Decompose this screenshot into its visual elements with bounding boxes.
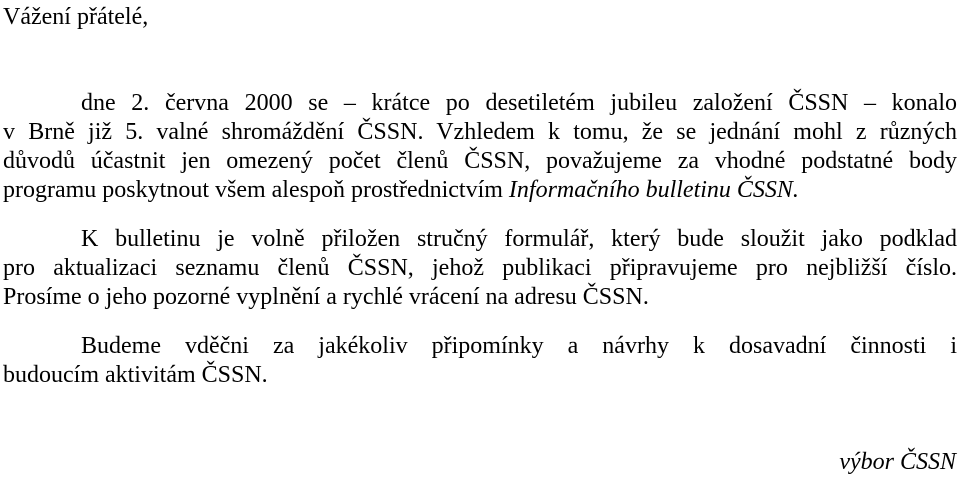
paragraph-1-line-3: důvodů účastnit jen omezený počet členů ČSSN, považujeme za vhodné podstatné body	[3, 148, 957, 174]
paragraph-1-line-1: dne 2. června 2000 se – krátce po desetiletém jubileu založení ČSSN – konalo	[81, 90, 957, 116]
paragraph-2-line-2: pro aktualizaci seznamu členů ČSSN, jehož publikaci připravujeme pro nejbližší číslo.	[3, 255, 957, 281]
paragraph-1-line-4	[3, 176, 957, 204]
paragraph-3-line-1: Budeme vděčni za jakékoliv připomínky a návrhy k dosavadní činnosti i	[81, 333, 957, 359]
paragraph-2-line-1: K bulletinu je volně přiložen stručný formulář, který bude sloužit jako podklad	[81, 226, 957, 252]
salutation: Vážení přátelé,	[3, 4, 149, 30]
paragraph-1-line-4-text: programu poskytnout všem alespoň prostřednictvím	[3, 177, 509, 203]
bulletin-title: Informačního bulletinu ČSSN.	[508, 177, 799, 203]
paragraph-2-line-3: Prosíme o jeho pozorné vyplnění a rychlé vrácení na adresu ČSSN.	[3, 284, 649, 310]
paragraph-1-line-2: v Brně již 5. valné shromáždění ČSSN. Vzhledem k tomu, že se jednání mohl z různých	[3, 119, 957, 145]
signature: výbor ČSSN	[839, 449, 956, 475]
paragraph-3-line-2: budoucím aktivitám ČSSN.	[3, 362, 268, 388]
